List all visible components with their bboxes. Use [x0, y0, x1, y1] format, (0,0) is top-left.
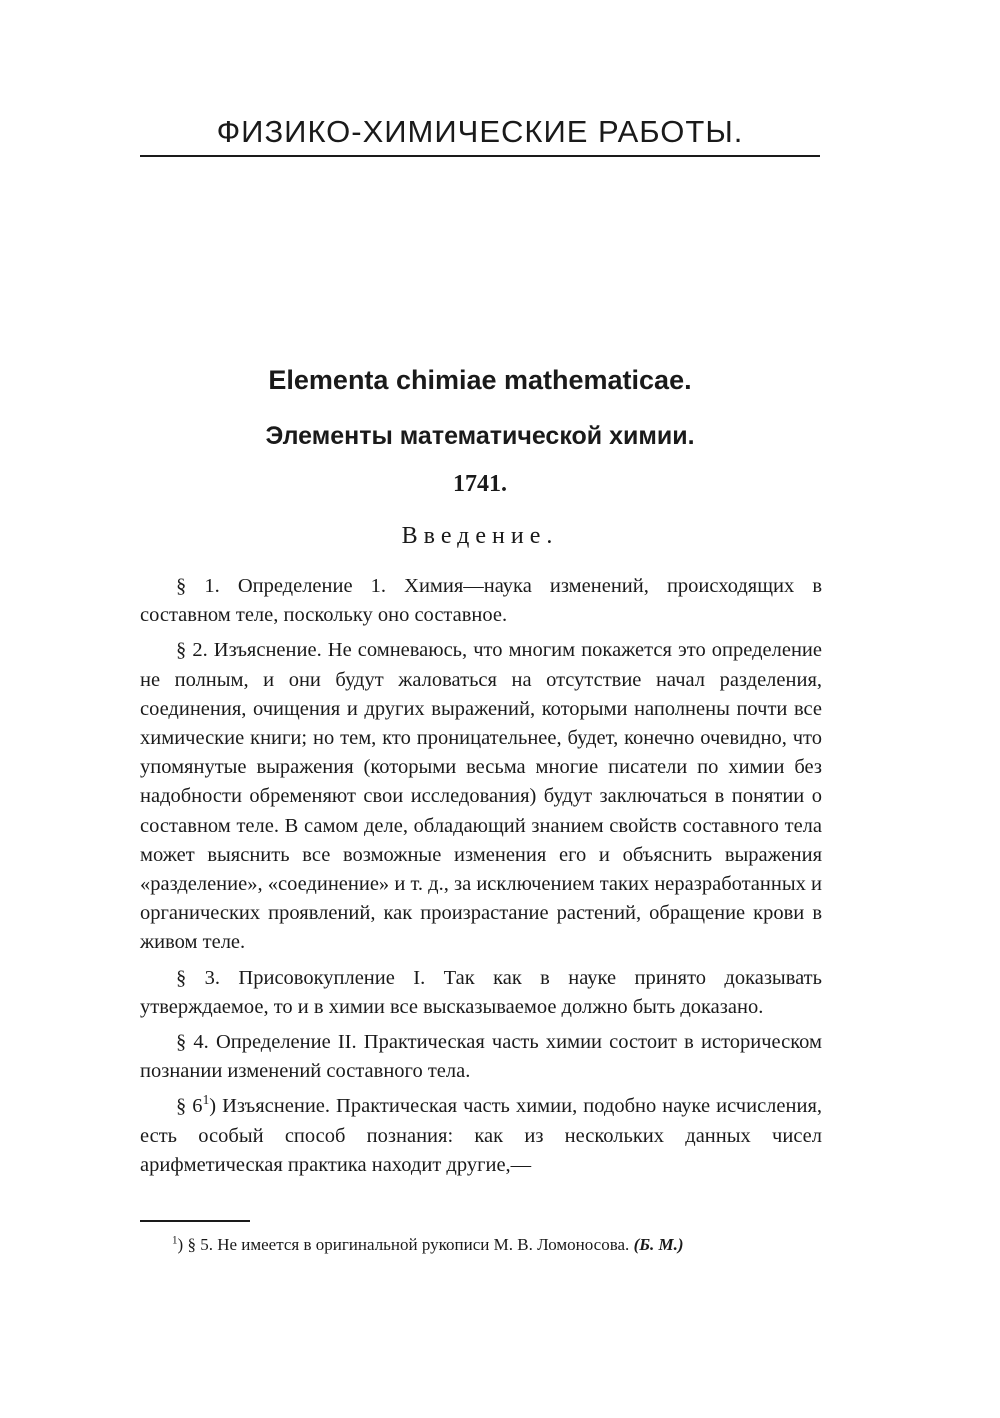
header-rule — [140, 155, 820, 157]
body-text — [140, 572, 822, 1186]
paragraph-4: § 4. Определение II. Практическая часть химии состоит в историческом познании изменений составного тела. — [140, 1031, 822, 1083]
footnote-text: ) § 5. Не имеется в оригинальной рукописи М. В. Ломоносова. — [177, 1235, 634, 1254]
footnote-rule — [140, 1220, 250, 1222]
footnote-attribution: (Б. М.) — [633, 1235, 684, 1254]
footnote-reference: 1 — [202, 1092, 210, 1108]
paragraph-2: § 2. Изъяснение. Не сомневаюсь, что многим покажется это определение не полным, и они будут жаловаться на отсутствие начал разделения, соединения, очищения и других выражений, которыми наполнены почти все химические книги; но тем, кто проницательнее, будет, конечно очевидно, что упомянутые выражения (которыми весьма многие писатели по химии без надобности обременяют свои исследования) будут заключаться в понятии о составном теле. В самом деле, обладающий знанием свойств составного тела может выяснить все возможные изменения его и объяснить выражения «разделение», «соединение» и т. д., за исключением таких неразработанных и органических проявлений, как произрастание растений, обращение крови в живом теле. — [140, 639, 822, 954]
title-year: 1741. — [453, 471, 507, 497]
paragraph-6-text: ) Изъяснение. Практическая часть химии, подобно науке исчисления, есть особый способ познания: как из нескольких данных чисел арифметическая практика находит другие,— — [140, 1095, 823, 1176]
paragraph-1: § 1. Определение 1. Химия—наука изменений, происходящих в составном теле, поскольку оно составное. — [140, 575, 822, 627]
paragraph-6-prefix: § 6 — [176, 1095, 203, 1118]
title-russian: Элементы математической химии. — [265, 422, 695, 450]
running-head: ФИЗИКО-ХИМИЧЕСКИЕ РАБОТЫ. — [216, 114, 744, 149]
section-heading: Введение. — [401, 523, 559, 549]
footnote-mark: 1 — [172, 1234, 178, 1247]
title-latin: Elementa chimiae mathematicae. — [268, 365, 692, 395]
paragraph-3: § 3. Присовокупление I. Так как в науке принято доказывать утверждаемое, то и в химии все высказываемое должно быть доказано. — [140, 966, 822, 1018]
footnote — [140, 1232, 822, 1258]
paragraph-6 — [140, 1092, 822, 1180]
